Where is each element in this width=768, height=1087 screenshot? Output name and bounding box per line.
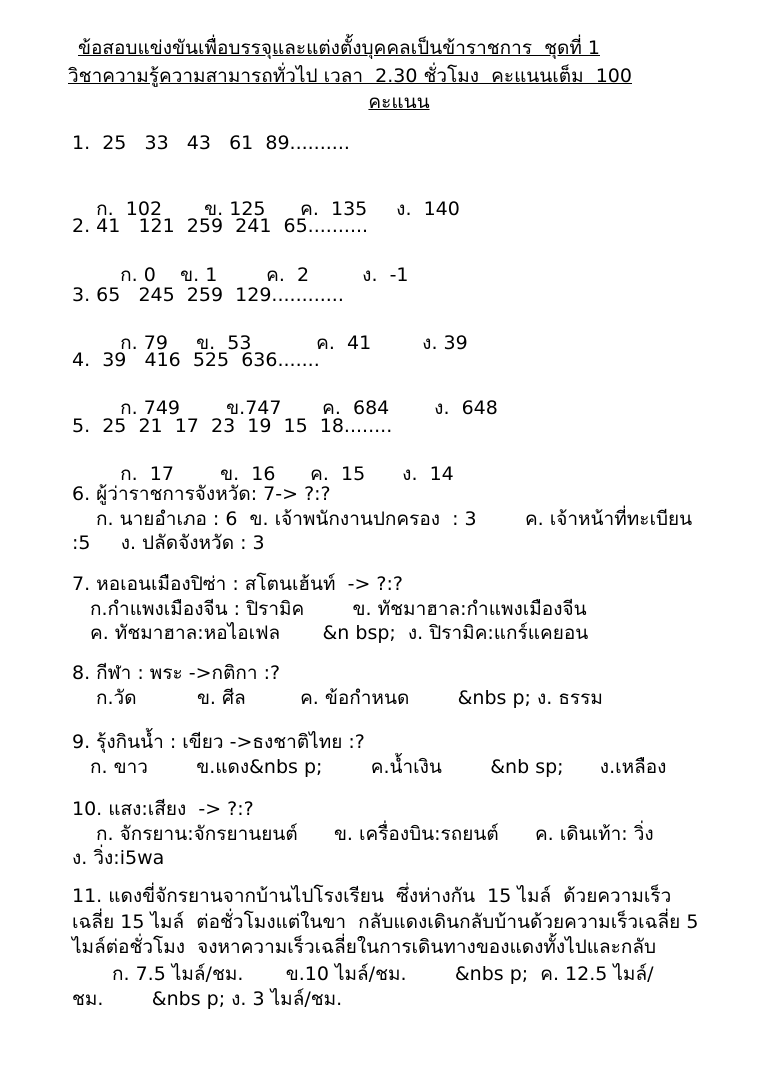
question-1: 1. 25 33 43 61 89.......... xyxy=(72,132,350,154)
choice-b: ข.747 xyxy=(226,397,282,419)
choice-c: ค. 41 xyxy=(316,332,372,354)
question-5: 5. 25 21 17 23 19 15 18........ xyxy=(72,415,393,437)
question-2: 2. 41 121 259 241 65.......... xyxy=(72,215,369,237)
question-7-choices: ก.กำแพงเมืองจีน : ปิรามิค ข. ทัชมาฮาล:กำแพงเมืองจีน xyxy=(90,598,587,620)
question-10-choices: ก. จักรยาน:จักรยานยนต์ ข. เครื่องบิน:รถยนต์ ค. เดินเท้า: วิ่ง xyxy=(96,823,654,845)
header-line-3: คะแนน xyxy=(368,91,430,113)
question-11-choices: ก. 7.5 ไมล์/ชม. ข.10 ไมล์/ชม. &nbs p; ค. 12.5 ไมล์/ xyxy=(112,963,654,985)
choice-b: ข. 125 xyxy=(204,198,266,220)
question-11-choices-cont: ชม. &nbs p; ง. 3 ไมล์/ชม. xyxy=(72,988,343,1010)
choice-c: ค. 2 xyxy=(266,264,310,286)
choice-c: ค. 15 xyxy=(310,463,366,485)
choice-a: ก. 79 xyxy=(120,332,168,354)
choice-a: ก. 0 xyxy=(120,264,156,286)
choice-c: ค. 135 xyxy=(300,198,368,220)
question-6-choices-cont: :5 ง. ปลัดจังหวัด : 3 xyxy=(72,532,265,554)
choice-d: ง. 39 xyxy=(422,332,468,354)
choice-b: ข. 53 xyxy=(196,332,252,354)
question-7: 7. หอเอนเมืองปิซ่า : สโตนเฮ้นท์ -> ?:? xyxy=(72,573,404,595)
question-11-line-2: เฉลี่ย 15 ไมล์ ต่อชั่วโมงแต่ในขา กลับแดงเดินกลับบ้านด้วยความเร็วเฉลี่ย 5 xyxy=(72,911,699,933)
question-7-choices-cont: ค. ทัชมาฮาล:หอไอเฟล &n bsp; ง. ปิรามิค:แกร์แคยอน xyxy=(90,622,589,644)
choice-b: ข. 16 xyxy=(220,463,276,485)
question-8: 8. กีฬา : พระ ->กติกา :? xyxy=(72,662,281,684)
choice-d: ง. 14 xyxy=(402,463,454,485)
question-3: 3. 65 245 259 129............ xyxy=(72,284,344,306)
question-8-choices: ก.วัด ข. ศีล ค. ข้อกำหนด &nbs p; ง. ธรรม xyxy=(96,687,603,709)
question-10: 10. แสง:เสียง -> ?:? xyxy=(72,798,254,820)
question-11: 11. แดงขี่จักรยานจากบ้านไปโรงเรียน ซึ่งห่างกัน 15 ไมล์ ด้วยความเร็ว xyxy=(72,885,672,907)
choice-a: ก. 102 xyxy=(96,198,163,220)
question-4: 4. 39 416 525 636....... xyxy=(72,349,320,371)
question-9-choices: ก. ขาว ข.แดง&nbs p; ค.น้ำเงิน &nb sp; ง.เหลือง xyxy=(90,756,667,778)
question-10-choices-cont: ง. วิ่ง:i5wa xyxy=(72,847,165,869)
question-9: 9. รุ้งกินน้ำ : เขียว ->ธงชาติไทย :? xyxy=(72,731,365,753)
header-line-2: วิชาความรู้ความสามารถทั่วไป เวลา 2.30 ชั่วโมง คะแนนเต็ม 100 xyxy=(68,65,632,87)
header-line-1: ข้อสอบแข่งขันเพื่อบรรจุและแต่งตั้งบุคคลเป็นข้าราชการ ชุดที่ 1 xyxy=(78,37,600,59)
question-6: 6. ผู้ว่าราชการจังหวัด: 7-> ?:? xyxy=(72,483,331,505)
choice-d: ง. 648 xyxy=(434,397,498,419)
choice-b: ข. 1 xyxy=(180,264,218,286)
question-6-choices: ก. นายอำเภอ : 6 ข. เจ้าพนักงานปกครอง : 3 ค. เจ้าหน้าที่ทะเบียน xyxy=(96,508,693,530)
choice-d: ง. 140 xyxy=(396,198,460,220)
choice-c: ค. 684 xyxy=(322,397,390,419)
question-11-line-3: ไมล์ต่อชั่วโมง จงหาความเร็วเฉลี่ยในการเดินทางของแดงทั้งไปและกลับ xyxy=(72,936,657,958)
choice-a: ก. 749 xyxy=(120,397,181,419)
choice-d: ง. -1 xyxy=(362,264,409,286)
choice-a: ก. 17 xyxy=(120,463,174,485)
